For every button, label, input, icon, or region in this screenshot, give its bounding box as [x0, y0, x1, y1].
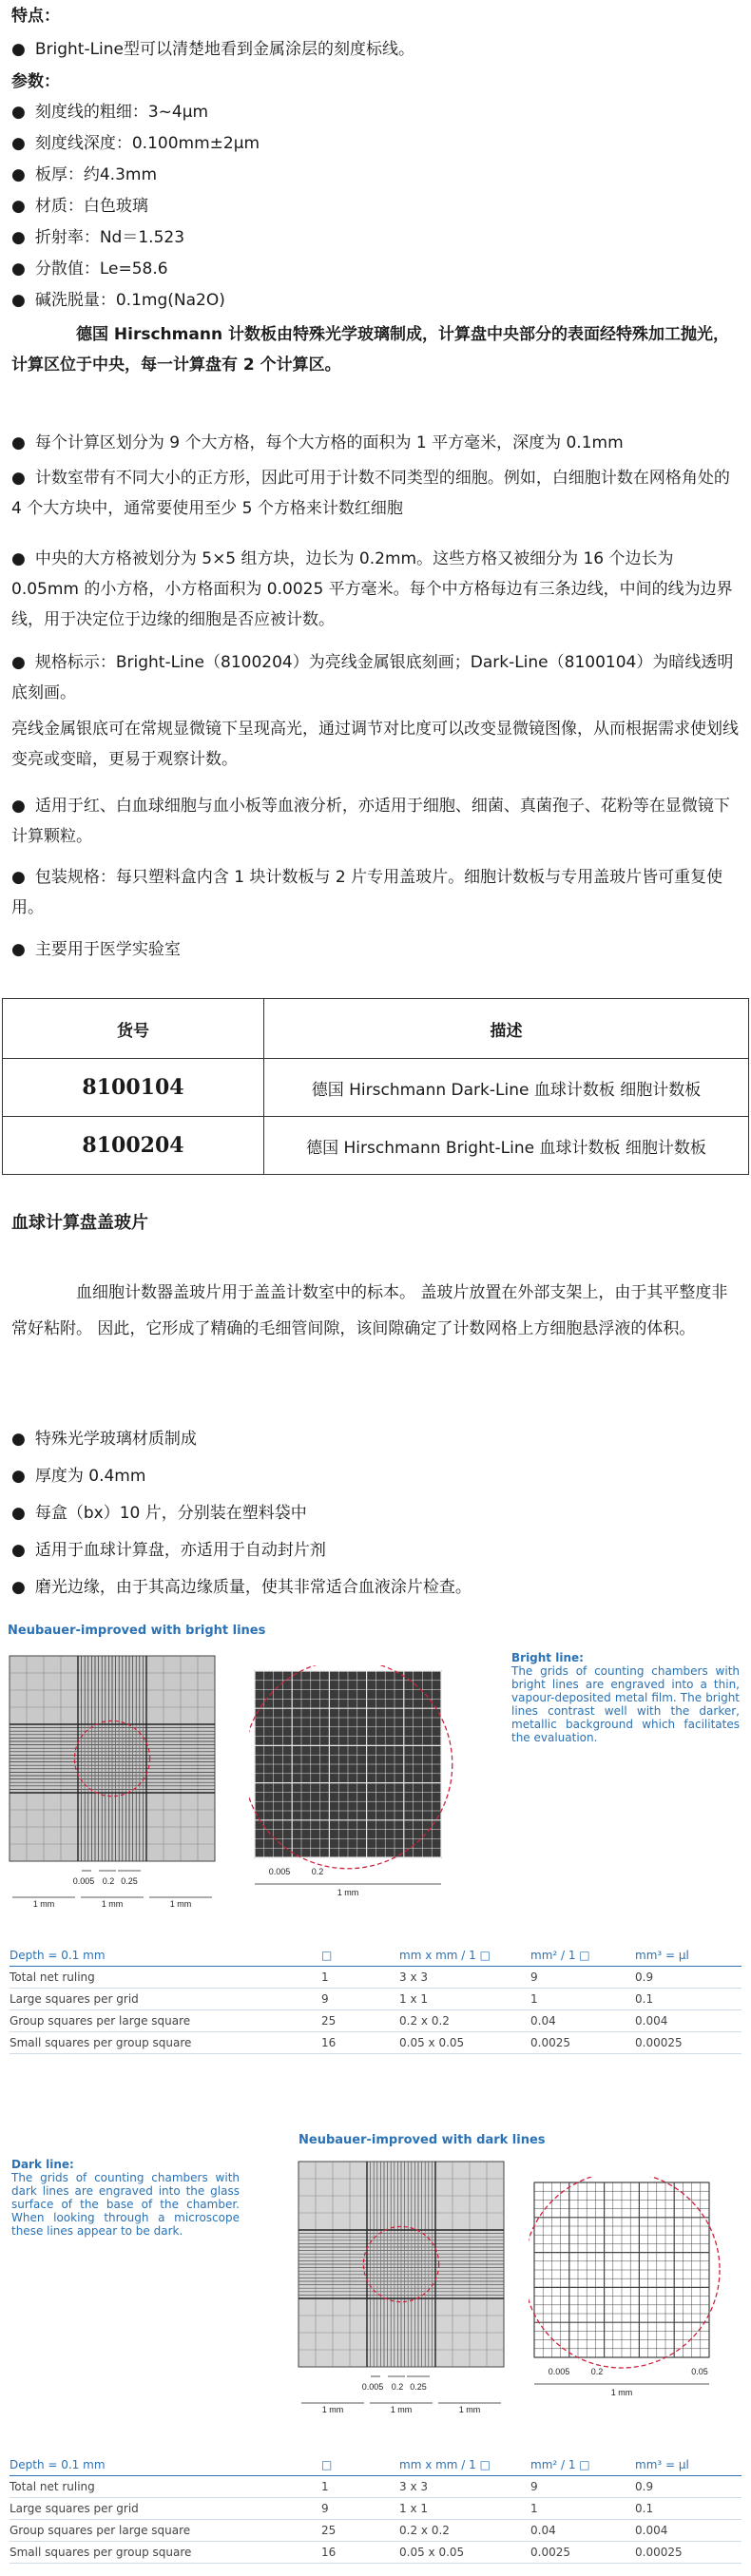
bright-note: 亮线金属银底可在常规显微镜下呈现高光，通过调节对比度可以改变显微镜图像，从而根据需求使划线变亮或变暗，更易于观察计数。 — [11, 720, 739, 769]
bullet-item: ● 每个计算区划分为 9 个大方格，每个大方格的面积为 1 平方毫米，深度为 0.1mm — [11, 433, 624, 452]
dimension-label: 0.05 — [691, 2367, 708, 2376]
bright-note-title: Bright line: — [511, 1651, 584, 1664]
table-row — [3, 1059, 749, 1117]
header-code: 货号 — [3, 999, 264, 1059]
bullet-item: ● 包装规格：每只塑料盒内含 1 块计数板与 2 片专用盖玻片。细胞计数板与专用盖玻片皆可重复使用。 — [11, 868, 723, 917]
table-row: Group squares per large square 25 0.2 x 0.2 0.04 0.004 — [10, 2520, 741, 2542]
product-table — [2, 998, 749, 1175]
header-cell: mm x mm / 1 □ — [399, 1949, 491, 1962]
depth-table — [10, 2454, 741, 2564]
cover-bullet: ● 特殊光学玻璃材质制成 — [11, 1430, 197, 1449]
table-row: Small squares per group square 16 0.05 x 0.05 0.0025 0.00025 — [10, 2032, 741, 2054]
features-intro: ● Bright-Line型可以清楚地看到金属涂层的刻度标线。 — [11, 37, 414, 62]
dimension-label: 0.25 — [410, 2382, 427, 2392]
dimension-label: 0.25 — [121, 1876, 138, 1886]
dimension-label: 0.2 — [391, 2382, 404, 2392]
header-cell: mm³ = μl — [635, 1949, 689, 1962]
cover-glass-paragraph: 血细胞计数器盖玻片用于盖盖计数室中的标本。 盖玻片放置在外部支架上，由于其平整度非常好粘附。 因此，它形成了精确的毛细管间隙，该间隙确定了计数网格上方细胞悬浮液的体积。 — [11, 1283, 728, 1338]
dimension-label: 1 mm — [321, 2405, 344, 2413]
depth-table — [10, 1945, 741, 2054]
dark-note-text: The grids of counting chambers with dark lines are engraved into the glass surface of the base of the chamber. When looking through a microscope these lines appear to be dark. — [11, 2171, 240, 2238]
depth-table-header — [10, 2454, 741, 2476]
header-cell: Depth = 0.1 mm — [10, 2458, 106, 2471]
dimension-label: 0.005 — [361, 2382, 384, 2392]
dark-note-title: Dark line: — [11, 2158, 74, 2171]
param-item: ● 板厚：约4.3mm — [11, 163, 157, 187]
bullet-item: ● 规格标示：Bright-Line（8100204）为亮线金属银底刻画；Dark-Line（8100104）为暗线透明底刻画。 — [11, 653, 734, 702]
bright-note-text: The grids of counting chambers with bright lines are engraved into a thin, vapour-deposited metal film. The bright lines contrast well with the darker, metallic background which facilitates the evaluation. — [511, 1664, 740, 1744]
bullet-item: ● 适用于红、白血球细胞与血小板等血液分析，亦适用于细胞、细菌、真菌孢子、花粉等在显微镜下计算颗粒。 — [11, 797, 730, 846]
header-cell: Depth = 0.1 mm — [10, 1949, 106, 1962]
cover-bullet: ● 每盒（bx）10 片，分别装在塑料袋中 — [11, 1504, 307, 1523]
table-header-row — [3, 999, 749, 1059]
table-row: Large squares per grid 9 1 x 1 1 0.1 — [10, 1989, 741, 2010]
product-desc: 德国 Hirschmann Bright-Line 血球计数板 细胞计数板 — [264, 1117, 749, 1175]
dimension-label: 1 mm — [337, 1888, 359, 1897]
bright-note-box — [511, 1651, 740, 1744]
table-row: Total net ruling 1 3 x 3 9 0.9 — [10, 1967, 741, 1989]
header-cell: mm² / 1 □ — [530, 1949, 590, 1962]
depth-table-header — [10, 1945, 741, 1967]
param-item: ● 折射率：Nd＝1.523 — [11, 225, 184, 250]
header-cell: mm³ = μl — [635, 2458, 689, 2471]
param-item: ● 材质：白色玻璃 — [11, 194, 148, 219]
dimension-label: 1 mm — [458, 2405, 481, 2413]
features-heading: 特点： — [11, 7, 60, 26]
dimension-label: 0.2 — [311, 1867, 324, 1876]
header-cell: mm² / 1 □ — [530, 2458, 590, 2471]
params-heading: 参数： — [11, 72, 60, 91]
bright-zoom-diagram — [249, 1665, 458, 1903]
dimension-label: 1 mm — [610, 2388, 633, 2397]
table-row: Large squares per grid 9 1 x 1 1 0.1 — [10, 2498, 741, 2520]
dimension-label: 0.005 — [548, 2367, 570, 2376]
description: 德国 Hirschmann 计数板由特殊光学玻璃制成，计算盘中央部分的表面经特殊加工抛光，计算区位于中央，每一计算盘有 2 个计算区。 — [11, 325, 729, 375]
dark-grid-diagram — [295, 2158, 513, 2413]
cover-bullet: ● 磨光边缘，由于其高边缘质量，使其非常适合血液涂片检查。 — [11, 1578, 472, 1597]
header-desc: 描述 — [264, 999, 749, 1059]
dark-zoom-diagram — [529, 2177, 745, 2399]
bullet-item: ● 中央的大方格被划分为 5×5 组方块，边长为 0.2mm。这些方格又被细分为 16 个边长为 0.05mm 的小方格，小方格面积为 0.0025 平方毫米。每个中方格每边有三条边线，中间的线为边界线，用于决定位于边缘的细胞是否应被计数。 — [11, 549, 733, 629]
cover-bullet: ● 厚度为 0.4mm — [11, 1467, 146, 1486]
dimension-label: 0.005 — [72, 1876, 95, 1886]
dimension-label: 1 mm — [32, 1899, 55, 1909]
param-item: ● 分散值：Le=58.6 — [11, 257, 168, 281]
table-row: Group squares per large square 25 0.2 x 0.2 0.04 0.004 — [10, 2010, 741, 2032]
product-code: 8100204 — [3, 1117, 264, 1175]
cover-bullet: ● 适用于血球计算盘，亦适用于自动封片剂 — [11, 1541, 326, 1560]
bright-grid-diagram — [6, 1652, 224, 1918]
dimension-label: 0.2 — [102, 1876, 115, 1886]
dark-note-box — [11, 2158, 240, 2238]
product-desc: 德国 Hirschmann Dark-Line 血球计数板 细胞计数板 — [264, 1059, 749, 1117]
bright-diagram-title: Neubauer-improved with bright lines — [8, 1624, 266, 1638]
bullet-item: ● 计数室带有不同大小的正方形，因此可用于计数不同类型的细胞。例如，白细胞计数在网格角处的 4 个大方块中，通常要使用至少 5 个方格来计数红细胞 — [11, 469, 730, 518]
header-cell: mm x mm / 1 □ — [399, 2458, 491, 2471]
header-cell: □ — [321, 2458, 333, 2471]
bullet-item: ● 主要用于医学实验室 — [11, 940, 181, 959]
product-code: 8100104 — [3, 1059, 264, 1117]
dimension-label: 0.005 — [268, 1867, 291, 1876]
dark-diagram-title: Neubauer-improved with dark lines — [298, 2133, 546, 2147]
param-item: ● 刻度线的粗细：3~4μm — [11, 100, 208, 125]
dimension-label: 1 mm — [390, 2405, 413, 2413]
dimension-label: 1 mm — [101, 1899, 124, 1909]
param-item: ● 碱洗脱量：0.1mg(Na2O) — [11, 288, 225, 313]
dimension-label: 1 mm — [169, 1899, 192, 1909]
param-item: ● 刻度线深度：0.100mm±2μm — [11, 131, 260, 156]
table-row — [3, 1117, 749, 1175]
header-cell: □ — [321, 1949, 333, 1962]
table-row: Small squares per group square 16 0.05 x 0.05 0.0025 0.00025 — [10, 2542, 741, 2564]
table-row: Total net ruling 1 3 x 3 9 0.9 — [10, 2476, 741, 2498]
cover-glass-title: 血球计算盘盖玻片 — [11, 1213, 148, 1233]
dimension-label: 0.2 — [590, 2367, 604, 2376]
